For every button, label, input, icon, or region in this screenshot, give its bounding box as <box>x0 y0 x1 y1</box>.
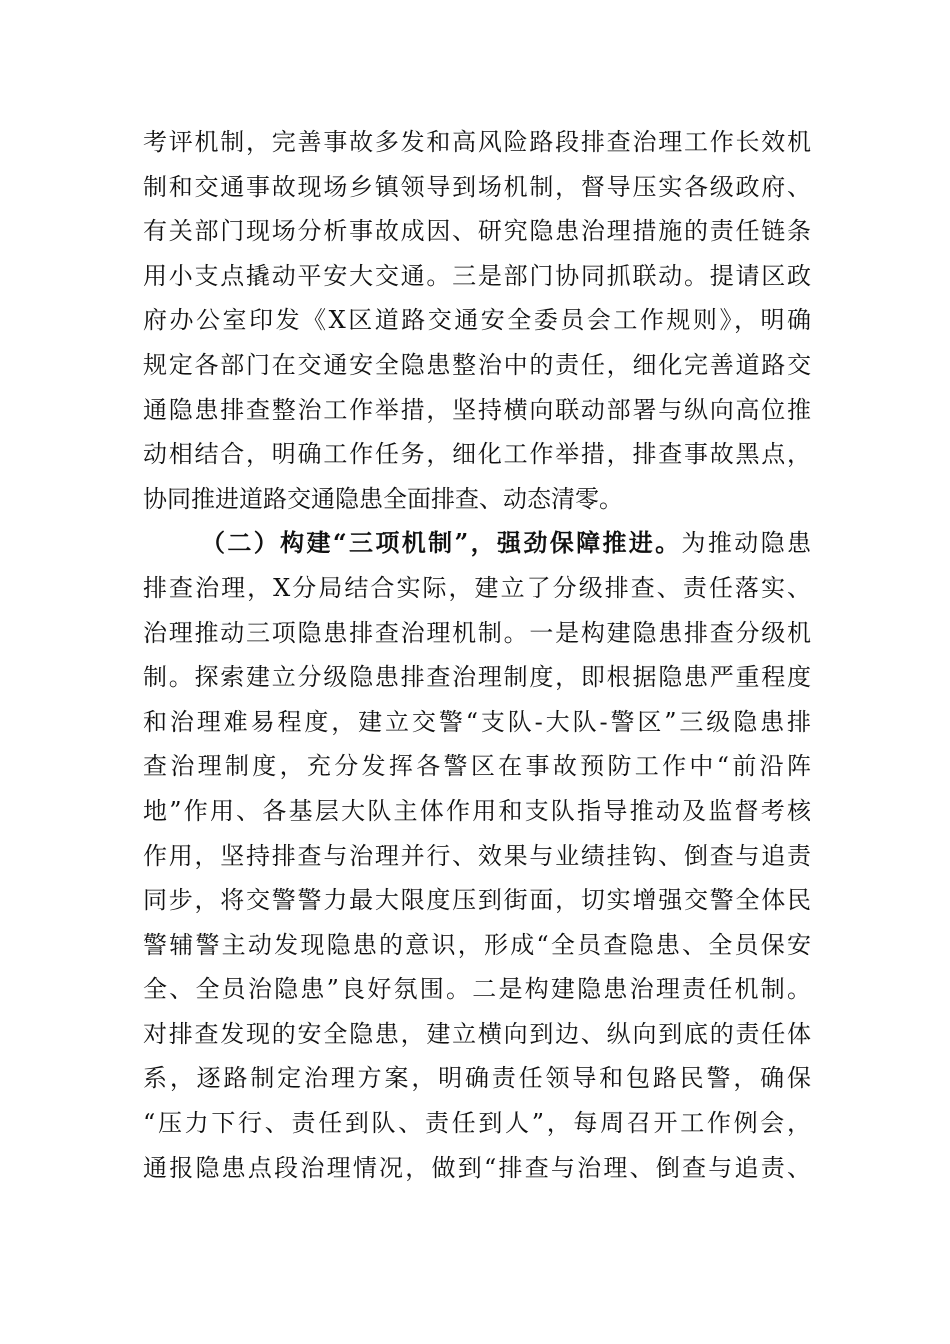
section-heading: （二）构建“三项机制”，强劲保障推进。 <box>201 528 682 558</box>
text-line: 查治理制度，充分发挥各警区在事故预防工作中“前沿阵 <box>143 752 811 781</box>
text-line: 制。探索建立分级隐患排查治理制度，即根据隐患严重程度 <box>143 663 811 692</box>
text-line: 和治理难易程度，建立交警“支队-大队-警区”三级隐患排 <box>143 707 811 736</box>
text-line: 治理推动三项隐患排查治理机制。一是构建隐患排查分级机 <box>143 618 811 647</box>
text-line: 排查治理，X分局结合实际，建立了分级排查、责任落实、 <box>143 573 811 602</box>
text-line: “压力下行、责任到队、责任到人”，每周召开工作例会， <box>143 1109 811 1138</box>
heading-line-rest: 为推动隐患 <box>681 529 812 558</box>
text-line: 动相结合，明确工作任务，细化工作举措，排查事故黑点， <box>143 440 811 469</box>
text-line: 地”作用、各基层大队主体作用和支队指导推动及监督考核 <box>143 796 811 825</box>
document-body <box>143 120 811 1190</box>
text-line: 全、全员治隐患”良好氛围。二是构建隐患治理责任机制。 <box>143 975 811 1004</box>
text-line: 对排查发现的安全隐患，建立横向到边、纵向到底的责任体 <box>143 1019 811 1048</box>
text-line: 作用，坚持排查与治理并行、效果与业绩挂钩、倒查与追责 <box>143 841 811 870</box>
text-line: 通报隐患点段治理情况，做到“排查与治理、倒查与追责、 <box>143 1153 811 1182</box>
text-line: 协同推进道路交通隐患全面排查、动态清零。 <box>143 484 623 513</box>
text-line: 警辅警主动发现隐患的意识，形成“全员查隐患、全员保安 <box>143 930 811 959</box>
paragraph-2 <box>143 521 811 1190</box>
text-line: 制和交通事故现场乡镇领导到场机制，督导压实各级政府、 <box>143 172 811 201</box>
text-line: 府办公室印发《X区道路交通安全委员会工作规则》，明确 <box>143 306 811 335</box>
text-line: 用小支点撬动平安大交通。三是部门协同抓联动。提请区政 <box>143 261 811 290</box>
paragraph-1 <box>143 120 811 521</box>
text-line: 有关部门现场分析事故成因、研究隐患治理措施的责任链条 <box>143 217 811 246</box>
text-line: 规定各部门在交通安全隐患整治中的责任，细化完善道路交 <box>143 350 811 379</box>
text-line: 通隐患排查整治工作举措，坚持横向联动部署与纵向高位推 <box>143 395 811 424</box>
text-line: 考评机制，完善事故多发和高风险路段排查治理工作长效机 <box>143 128 811 156</box>
text-line: 系，逐路制定治理方案，明确责任领导和包路民警，确保 <box>143 1064 811 1093</box>
text-line: 同步，将交警警力最大限度压到街面，切实增强交警全体民 <box>143 886 811 915</box>
text-line-first <box>143 521 811 566</box>
